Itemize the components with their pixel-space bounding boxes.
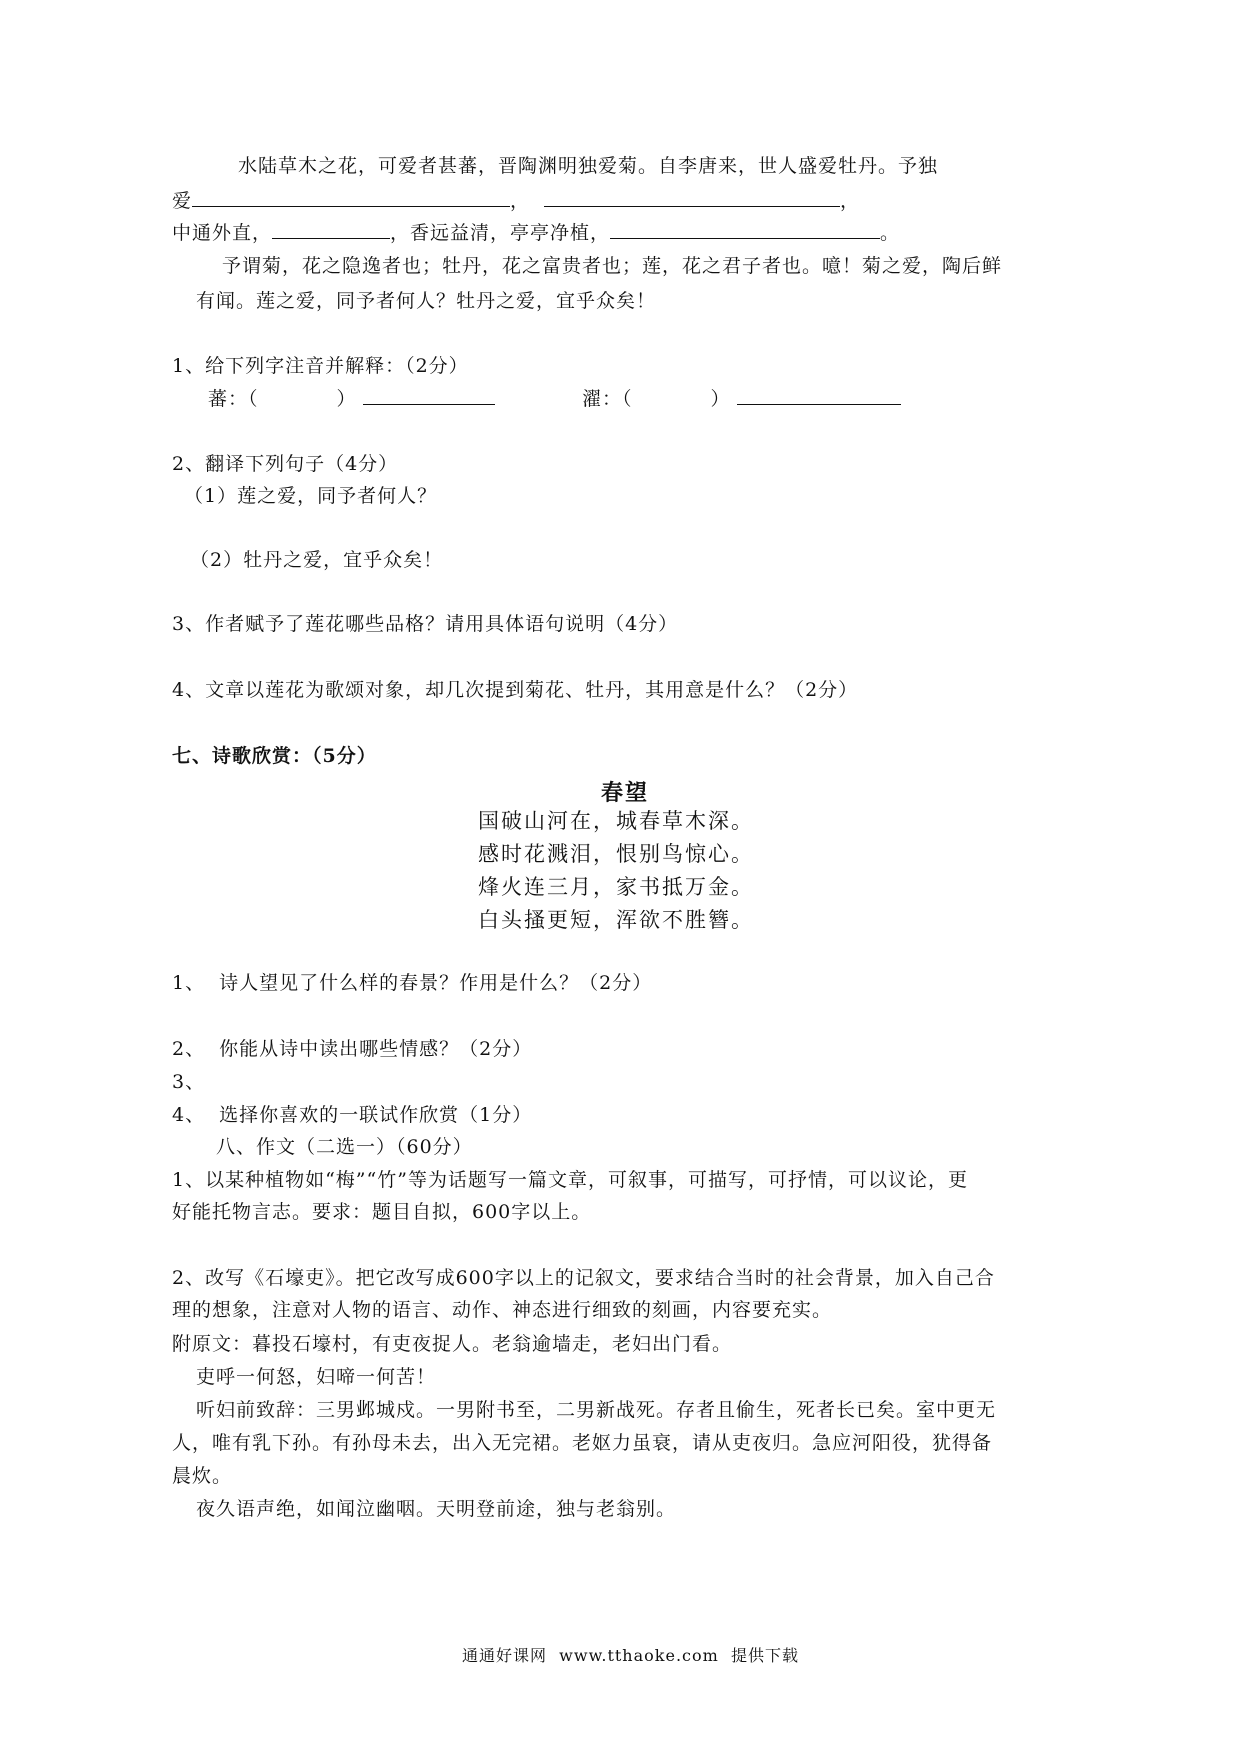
passage-line-3-mid: ，香远益清，亭亭净植， [390, 222, 611, 244]
poetry-question-2: 2、 你能从诗中读出哪些情感？（2分） [172, 1038, 533, 1060]
char-1-close: ） [336, 388, 357, 410]
char-2-label: 濯：（ [582, 388, 633, 410]
fill-blank-2[interactable] [544, 188, 840, 207]
sep-comma-2: ， [840, 190, 861, 212]
passage-line-1: 水陆草木之花，可爱者甚蕃，晋陶渊明独爱菊。自李唐来，世人盛爱牡丹。予独 [238, 155, 939, 177]
char-1-label: 蕃：（ [208, 388, 259, 410]
passage-line-2 [172, 187, 860, 215]
fill-blank-1[interactable] [192, 188, 510, 207]
question-2-sub-2: （2）牡丹之爱，宜乎众矣！ [190, 549, 444, 571]
sep-comma: ， [510, 190, 531, 212]
composition-option-2-line-2: 理的想象，注意对人物的语言、动作、神态进行细致的刻画，内容要充实。 [172, 1299, 833, 1321]
poem-title: 春望 [601, 780, 650, 806]
fill-blank-6[interactable] [737, 386, 901, 405]
poem-line-4: 白头搔更短，浑欲不胜簪。 [478, 908, 754, 932]
original-text-line-3: 听妇前致辞：三男邺城戍。一男附书至，二男新战死。存者且偷生，死者长已矣。室中更无 [196, 1399, 997, 1421]
composition-option-1-line-1: 1、以某种植物如“梅”“竹”等为话题写一篇文章，可叙事，可描写，可抒情，可以议论，更 [172, 1169, 968, 1191]
passage-line-3-end: 。 [880, 222, 901, 244]
original-text-line-5: 晨炊。 [172, 1465, 233, 1487]
question-3: 3、作者赋予了莲花哪些品格？请用具体语句说明（4分） [172, 613, 679, 635]
poetry-question-3: 3、 [172, 1071, 206, 1093]
question-1-item-1 [208, 385, 495, 413]
fill-blank-5[interactable] [363, 386, 495, 405]
passage-line-3-prefix: 中通外直， [172, 222, 273, 244]
passage-line-3 [172, 219, 900, 247]
original-text-line-2: 吏呼一何怒，妇啼一何苦！ [196, 1366, 437, 1388]
question-1: 1、给下列字注音并解释：（2分） [172, 355, 469, 377]
passage-line-5: 有闻。莲之爱，同予者何人？牡丹之爱，宜乎众矣！ [196, 290, 657, 312]
page-footer: 通通好课网 www.tthaoke.com 提供下载 [462, 1646, 799, 1665]
poem-line-1: 国破山河在，城春草木深。 [478, 809, 754, 833]
passage-line-4: 予谓菊，花之隐逸者也；牡丹，花之富贵者也；莲，花之君子者也。噫！菊之爱，陶后鲜 [222, 255, 1003, 277]
original-text-line-6: 夜久语声绝，如闻泣幽咽。天明登前途，独与老翁别。 [196, 1498, 677, 1520]
composition-option-2-line-1: 2、改写《石壕吏》。把它改写成600字以上的记叙文，要求结合当时的社会背景，加入自己合 [172, 1267, 995, 1289]
question-2: 2、翻译下列句子（4分） [172, 453, 399, 475]
original-text-line-4: 人，唯有乳下孙。有孙母未去，出入无完裙。老妪力虽衰，请从吏夜归。急应河阳役，犹得备 [172, 1432, 993, 1454]
poetry-heading: 七、诗歌欣赏：（5分） [172, 745, 377, 767]
question-4: 4、文章以莲花为歌颂对象，却几次提到菊花、牡丹，其用意是什么？（2分） [172, 679, 859, 701]
poetry-question-1: 1、 诗人望见了什么样的春景？作用是什么？（2分） [172, 972, 653, 994]
fill-blank-4[interactable] [610, 220, 880, 239]
question-1-item-2 [582, 385, 901, 413]
composition-option-1-line-2: 好能托物言志。要求：题目自拟，600字以上。 [172, 1201, 592, 1223]
composition-heading: 八、作文（二选一）（60分） [216, 1136, 473, 1158]
passage-line-2-prefix: 爱 [172, 190, 193, 212]
char-2-close: ） [710, 388, 731, 410]
original-text-line-1: 附原文：暮投石壕村，有吏夜捉人。老翁逾墙走，老妇出门看。 [172, 1333, 733, 1355]
fill-blank-3[interactable] [272, 220, 390, 239]
question-2-sub-1: （1）莲之爱，同予者何人？ [184, 485, 438, 507]
poem-line-2: 感时花溅泪，恨别鸟惊心。 [478, 842, 754, 866]
poetry-question-4: 4、 选择你喜欢的一联试作欣赏（1分） [172, 1104, 533, 1126]
poem-line-3: 烽火连三月，家书抵万金。 [478, 875, 754, 899]
